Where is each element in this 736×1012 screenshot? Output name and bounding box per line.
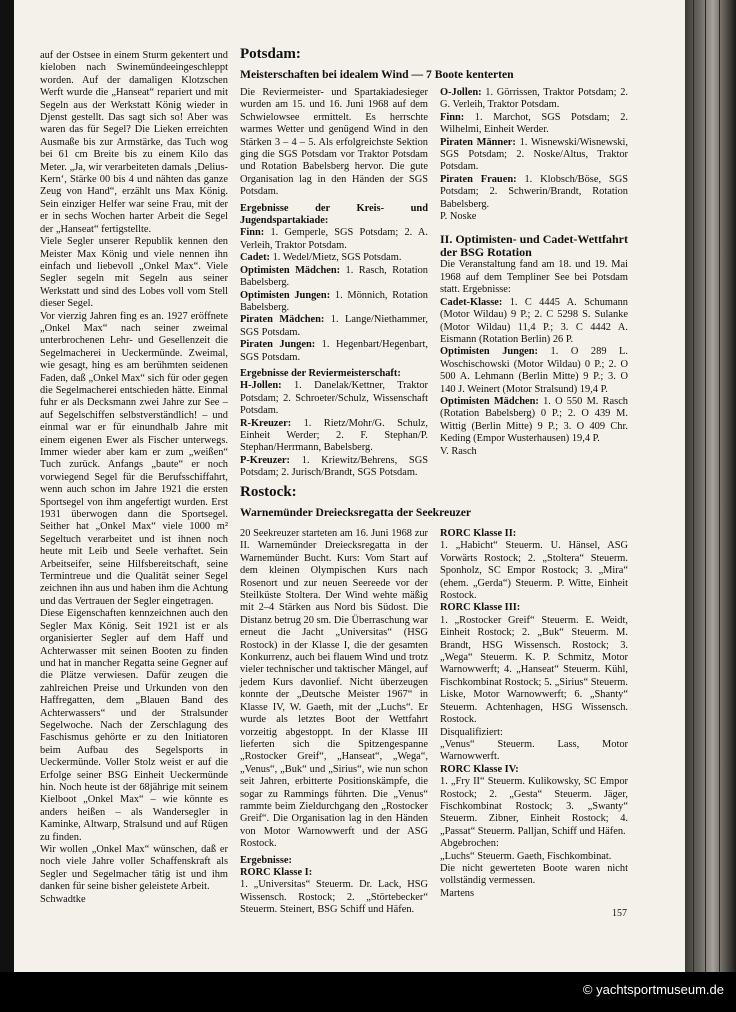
result-entry: Finn: 1. Gemperle, SGS Potsdam; 2. A. Verleih, Traktor Potsdam. — [240, 227, 428, 251]
result-entry: Finn: 1. Marchot, SGS Potsdam; 2. Wilhelmi, Einheit Werder. — [440, 111, 628, 136]
result-entry: Optimisten Jungen: 1. O 289 L. Woschischowski (Motor Wildau) 0 P.; 2. O 500 A. Lehmann (Berlin Mitte) 9 P.; 3. O 140 J. Weinert (Motor Stralsund) 19,4 P. — [440, 346, 629, 395]
result-entry: Optimisten Jungen: 1. Mönnich, Rotation Babelsberg. — [240, 289, 428, 313]
result-entry: „Luchs“ Steuerm. Gaeth, Fischkombinat. — [440, 850, 612, 862]
results-heading: Ergebnisse: — [240, 854, 292, 866]
book-spine — [685, 0, 736, 972]
results-heading: Ergebnisse der Reviermeisterschaft: — [240, 367, 401, 379]
section-subtitle-rostock: Warnemünder Dreiecksregatta der Seekreuzer — [240, 506, 472, 519]
class-heading: RORC Klasse III: — [440, 602, 521, 614]
article-onkel-max — [40, 50, 228, 906]
author-signature: P. Noske — [440, 211, 477, 223]
class-heading: RORC Klasse IV: — [440, 763, 519, 775]
result-entry: Cadet-Klasse: 1. C 4445 A. Schumann (Motor Wildau) 9 P.; 2. C 5298 S. Sulanke (Motor Wildau) 11,4 P.; 3. C 4442 A. Eismann (Rotation Berlin) 26 P. — [440, 296, 628, 345]
author-signature: Schwadtke — [40, 893, 86, 905]
result-entry: Optimisten Mädchen: 1. O 550 M. Rasch (Rotation Babelsberg) 0 P.; 2. O 439 M. Wittig (Berlin Mitte) 9 P.; 3. O 409 Chr. Keding (Empor Wusterhausen) 19,4 P. — [440, 395, 628, 445]
label: Disqualifiziert: — [440, 726, 503, 738]
paragraph: Die Veranstaltung fand am 18. und 19. Mai 1968 auf dem Templiner See bei Potsdam statt. Ergebnisse: — [440, 259, 628, 296]
paragraph: Die nicht gewerteten Boote waren nicht vollständig vermessen. — [440, 862, 628, 887]
result-entry: Cadet: 1. Wedel/Mietz, SGS Potsdam. — [240, 252, 402, 264]
class-heading: RORC Klasse II: — [440, 528, 517, 539]
result-entry: 1. „Fry II“ Steuerm. Kulikowsky, SC Empor Rostock; 2. „Gesta“ Steuerm. Jäger, Fischkombinat Rostock; 3. „Swanty“ Steuerm. Zibner, Einheit Rostock; 4. „Passat“ Steuerm. Palljan, Schiff und Häfen. — [440, 776, 628, 837]
result-entry: H-Jollen: 1. Danelak/Kettner, Traktor Potsdam; 2. Schroeter/Schulz, Wissenschaft Potsdam. — [240, 380, 428, 417]
class-heading: RORC Klasse I: — [240, 866, 313, 878]
result-entry: Optimisten Mädchen: 1. Rasch, Rotation Babelsberg. — [240, 264, 428, 289]
result-entry: 1. „Habicht“ Steuerm. U. Hänsel, ASG Vorwärts Rostock; 2. „Stoltera“ Steuerm. Sponholz, SC Empor Rostock; 3. „Mira“ (ehem. „Gerda“) Steuerm. P. Witte, Einheit Rostock. — [440, 540, 628, 602]
section-title-potsdam: Potsdam: — [240, 46, 301, 62]
results-heading: Ergebnisse der Kreis- und Jugendspartakiade: — [240, 202, 428, 227]
rostock-col-left — [240, 528, 428, 917]
result-entry: O-Jollen: 1. Görrissen, Traktor Potsdam; 2. G. Verleih, Traktor Potsdam. — [440, 87, 628, 111]
paragraph: Diese Eigenschaften kennzeichnen auch den Segler Max König. Seit 1921 ist er als organisierter Segler auf dem Haff und Achterwasser mit seinen Booten zu finden und hat in mancher Regatta seine Gegner auf die Plätze verwiesen. Dafür zeugen die zahlreichen Preise und Urkunden von den Haffregatten, dem „Blauen Band des Achterwassers“ und der Stralsunder Segelwoche. Nach der Zerschlagung des Faschismus gehörte er zu den Initiatoren beim Aufbau des Segelsports in Ueckermünde. Voller Stolz weist er auf die Erfolge seiner BSG Einheit Ueckermünde hin. Noch heute ist der 68jährige mit seinem Kielboot „Onkel Max“ – wie könnte es anders heißen – als Wandersegler in Kaminke, Altwarp, Stralsund und auf Rügen zu finden. — [40, 608, 228, 843]
paragraph: Die Reviermeister- und Spartakiadesieger wurden am 15. und 16. Juni 1968 auf dem Schwielowsee ermittelt. Es herrschte warmes Wetter und genügend Wind in den Stärken 3 – 4 – 5. Als erfolgreichste Sektion ging die SGS Potsdam vor Traktor Potsdam und Rotation Babelsberg hervor. Die gute Organisation lag in den Händen der SGS Potsdam. — [240, 87, 428, 198]
result-entry: R-Kreuzer: 1. Rietz/Mohr/G. Schulz, Einheit Werder; 2. F. Stephan/P. Stephan/Herrmann, Babelsberg. — [240, 417, 428, 454]
paragraph: 20 Seekreuzer starteten am 16. Juni 1968 zur II. Warnemünder Dreiecksregatta in der Warnemünder Bucht. Kurs: Vom Start auf dem kleinen Olympischen Kurs nach Rosenort und zur neuen Seereede vor der Steilküste Stoltera. Der Wind wehte mäßig mit 2–4 Stärken aus Nord bis Südost. Die Distanz betrug 20 sm. Die Überraschung war erneut die Jacht „Universitas“ (HSG Rostock) in der Klasse I, die der gesamten Konkurrenz, auch bei flauem Wind und trotz vieler technischer und taktischer Mängel, auf jedem Kurs davonlief. Nicht überzeugen konnte der „Deutsche Meister 1967“ in Klasse IV, W. Gaeth, mit der „Luchs“. Er wurde als letztes Boot der Wettfahrt vorzeitig abgestoppt. In der Klasse III lieferten sich die Spitzengespanne „Rostocker Greif“, „Hanseat“, „Wega“, „Venus“, „Buk“ und „Sirius“, wie nun schon seit Jahren, erbitterte Positionskämpfe, die sogar zu Rammings führten. Die „Venus“ rammte beim Zieldurchgang den „Rostocker Greif“. Die Organisation lag in den Händen von Motor Warnowwerft und der ASG Rostock. — [240, 528, 428, 850]
potsdam-col-right — [440, 87, 628, 458]
result-entry: P-Kreuzer: 1. Kriewitz/Behrens, SGS Potsdam; 2. Jurisch/Brandt, SGS Potsdam. — [240, 454, 428, 479]
result-entry: 1. „Rostocker Greif“ Steuerm. E. Weidt, Einheit Rostock; 2. „Buk“ Steuerm. M. Brandt, HSG Wissensch. Rostock; 3. „Wega“ Steuerm. K. P. Schmitz, Motor Warnowwerft; 4. „Hanseat“ Steuerm. Kühl, Fischkombinat Rostock; 5. „Sirius“ Steuerm. Liske, Motor Warnowwerft; 6. „Shanty“ Steuerm. Achtenhagen, HSG Wissensch. Rostock. — [440, 614, 628, 726]
page-number: 157 — [612, 908, 627, 919]
paragraph: Viele Segler unserer Republik kennen den Meister Max König und viele nennen ihn einfach und liebevoll „Onkel Max“. Viele Segler segeln mit Segeln aus seiner Werkstatt und sind des Lobes voll vom Stell dieser Segel. — [40, 236, 228, 310]
result-entry: Piraten Männer: 1. Wisnewski/Wisnewski, SGS Potsdam; 2. Noske/Altus, Traktor Potsdam. — [440, 136, 628, 173]
author-signature: V. Rasch — [440, 445, 477, 457]
page-left-edge — [0, 0, 14, 972]
section-title-rostock: Rostock: — [240, 484, 297, 500]
result-entry: 1. „Universitas“ Steuerm. Dr. Lack, HSG Wissensch. Rostock; 2. „Störtebecker“ Steuerm. Steinert, BSG Schiff und Häfen. — [240, 879, 428, 916]
label: Abgebrochen: — [440, 838, 499, 850]
paragraph: Vor vierzig Jahren fing es an. 1927 eröffnete „Onkel Max“ nach seiner zweimal unterbrochenen Lehr- und Gesellenzeit die Segelmacherei in Ueckermünde. Zweimal, wie gesagt, hing es am berühmten seidenen Faden, daß „Onkel Max“ sich für oder gegen die Segelmacherei entschieden hätte. Einmal fuhr er als Decksmann zwei Jahre zur See – auf Segelschiffen selbstverständlich! – und einmal war er für einundhalb Jahre mit einem eigenen Ewer als Fischer unterwegs. Immer wieder aber kam er zum „weißen“ Tuch zurück. Anfangs „baute“ er noch vorwiegend Segel für die Berufsschiffahrt, wenn auch schon im Jahre 1921 die ersten Sportsegel von ihm angefertigt wurden. Erst 1931 überwogen dann die Sportsegel. Seither hat „Onkel Max“ viele 1000 m² Segeltuch verarbeitet und ist ihnen noch heute mit Leib und Seele verhaftet. Sein Arbeitseifer, seine Hilfsbereitschaft, seine Termintreue und die Qualität seiner Segel zeichnen ihn aus und haben ihm die Achtung und das Vertrauen der Segler eingetragen. — [40, 310, 228, 607]
section-subtitle-potsdam: Meisterschaften bei idealem Wind — 7 Boote kenterten — [240, 68, 514, 81]
result-entry: Piraten Jungen: 1. Hegenbart/Hegenbart, SGS Potsdam. — [240, 339, 428, 363]
watermark-credit: © yachtsportmuseum.de — [582, 982, 724, 997]
rostock-col-right — [440, 528, 628, 900]
result-entry: Piraten Frauen: 1. Klobsch/Böse, SGS Potsdam; 2. Schwerin/Brandt, Rotation Babelsberg. — [440, 173, 629, 210]
result-entry: „Venus“ Steuerm. Lass, Motor Warnowwerft. — [440, 738, 628, 763]
paragraph: auf der Ostsee in einem Sturm gekentert und kieloben nach Swinemündeeingeschleppt worden. Auf der damaligen Klotzschen Werft wurde die „Hanseat“ repariert und mit Segeln aus der Werkstatt König wieder in Djenst gestellt. Das sagt sich so! Aber was waren das für Segel? Die Lieken erreichten Ausmaße bis zur Armstärke, das Tuch wog bei 61 cm Breite bis zu einem Kilo das Meter. „Ja, wir verarbeiteten damals ‚Delius-Kern‘, Stärke 00 bis 4 und nähten das ganze Zeug von Hand“, erzählt uns Max König. Sein einziger Helfer war seine Frau, mit der er in sechs Wochen harter Arbeit die Segel der „Hanseat“ fertigstellte. — [40, 50, 228, 235]
author-signature: Martens — [440, 887, 475, 899]
result-entry: Piraten Mädchen: 1. Lange/Niethammer, SGS Potsdam. — [240, 314, 428, 338]
subsection-heading: II. Optimisten- und Cadet-Wettfahrt der BSG Rotation — [440, 232, 628, 260]
potsdam-col-left — [240, 87, 428, 480]
paragraph: Wir wollen „Onkel Max“ wünschen, daß er noch viele Jahre voller Schaffenskraft als Segler und Segelmacher tätig ist und ihm danken für seine bisher geleistete Arbeit. — [40, 844, 228, 893]
